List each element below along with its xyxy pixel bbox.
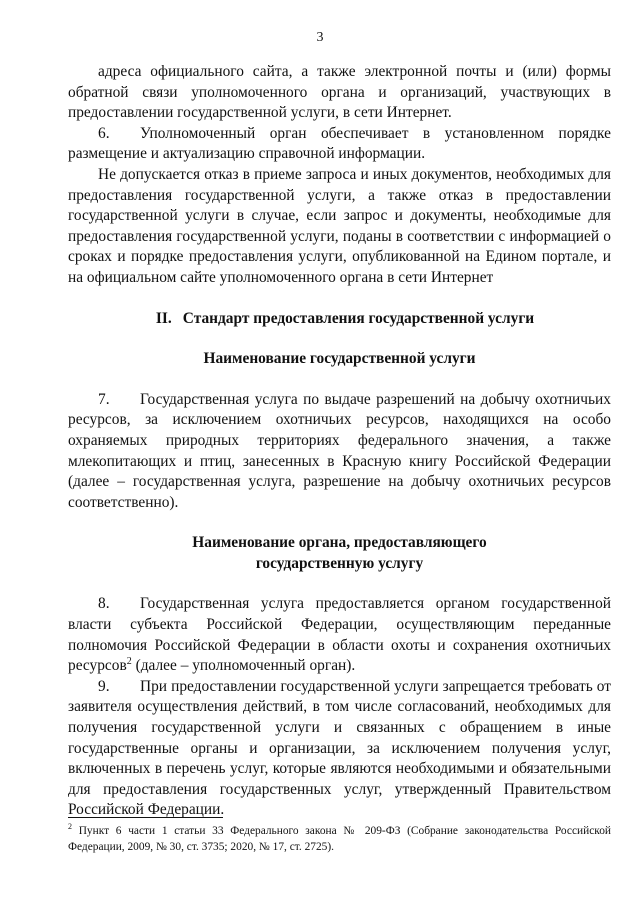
paragraph-intro-end: адреса официального сайта, а также электронной почты и (или) формы обратной связи уполномоченного органа и организаций, участвующих в предоставлении государственной услуги, в сети Интернет. <box>68 63 611 122</box>
paragraph-number: 8. <box>98 595 110 613</box>
paragraph-7 <box>68 390 611 514</box>
section-number: II. <box>155 309 172 327</box>
paragraph-refusal: Не допускается отказ в приеме запроса и иных документов, необходимых для предоставления государственной услуги, а также отказ в предоставлении государственной услуги в случае, если запрос и документы, необходимые для предоставления государственной услуги, поданы в соответствии с информацией о сроках и порядке предоставления услуги, опубликованной на Едином портале, и на официальном сайте уполномоченного органа в сети Интернет <box>68 165 611 286</box>
footnote-mark: 2 <box>68 822 72 832</box>
footnote <box>68 823 611 855</box>
document-body <box>68 62 611 821</box>
paragraph-number: 7. <box>98 390 110 408</box>
paragraph-6 <box>68 124 611 165</box>
page-number: 3 <box>316 30 324 45</box>
section-heading <box>68 309 611 330</box>
subheading-service-name: Наименование государственной услуги <box>203 350 476 368</box>
footnote-reference: 2 <box>126 656 132 668</box>
paragraph-text: Государственная услуга по выдаче разрешений на добычу охотничьих ресурсов, за исключением охотничьих ресурсов, находящихся на особо охраняемых природных территориях федерального значения, а также млекопитающих и птиц, занесенных в Красную книгу Российской Федерации (далее – государственная услуга, разрешение на добычу охотничьих ресурсов соответственно). <box>68 390 611 511</box>
paragraph-text: При предоставлении государственной услуги запрещается требовать от заявителя осуществления действий, в том числе согласований, необходимых для получения государственной услуги и связанных с обращением в иные государственные органы и организации, за исключением получения услуг, включенных в перечень услуг, которые являются необходимыми и обязательными для предоставления государственных услуг, утвержденный Правительством Российской Федерации. <box>68 677 611 819</box>
paragraph-text: Государственная услуга предоставляется органом государственной власти субъекта Российской Федерации, осуществляющим переданные полномочия Российской Федерации в области охоты и сохранения охотничьих ресурсов <box>68 595 611 675</box>
footnote-text: Пункт 6 части 1 статьи 33 Федерального закона № 209-ФЗ (Собрание законодательства Российской Федерации, 2009, № 30, ст. 3735; 2020, № 17, ст. 2725). <box>68 825 611 853</box>
section-title: Стандарт предоставления государственной услуги <box>182 309 535 327</box>
paragraph-number: 6. <box>98 124 110 142</box>
subheading-organ-line2: государственную услугу <box>255 554 424 572</box>
paragraph-number: 9. <box>98 677 110 695</box>
paragraph-text-after: (далее – уполномоченный орган). <box>131 657 356 675</box>
footnote-divider <box>68 817 223 818</box>
paragraph-text: Уполномоченный орган обеспечивает в установленном порядке размещение и актуализацию справочной информации. <box>68 124 611 163</box>
paragraph-9 <box>68 677 611 821</box>
paragraph-8 <box>68 594 611 676</box>
subheading-organ <box>68 533 611 574</box>
subheading-organ-line1: Наименование органа, предоставляющего <box>192 534 487 552</box>
